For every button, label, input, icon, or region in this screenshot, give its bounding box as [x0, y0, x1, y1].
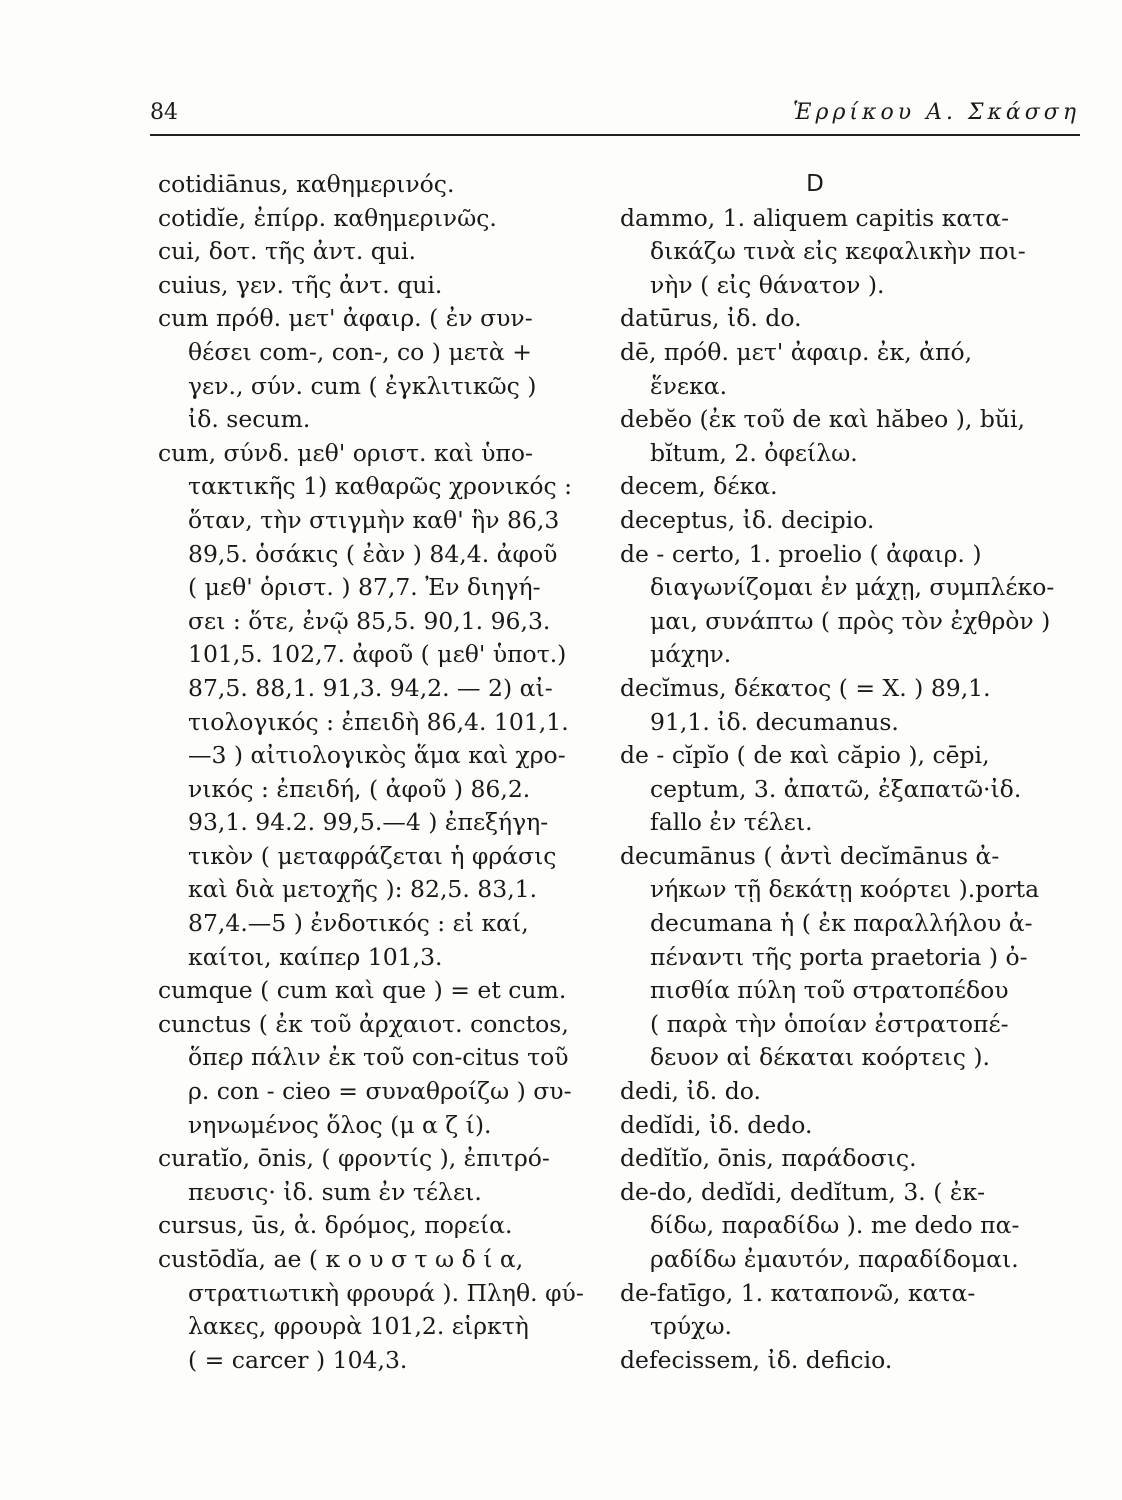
entry-continuation-line: διαγωνίζομαι ἐν μάχῃ, συμπλέκο-	[650, 573, 1055, 602]
entry-continuation-line: θέσει com-, con-, co ) μετὰ +	[188, 337, 532, 366]
entry-continuation-line: decumana ἡ ( ἐκ παραλλήλου ἀ-	[650, 909, 1033, 938]
entry-line: cotidĭe, ἐπίρρ. καθημερινῶς.	[158, 203, 497, 232]
entry-continuation-line: καὶ διὰ μετοχῆς ): 82,5. 83,1.	[188, 875, 538, 904]
right-column-entries	[620, 202, 1080, 1378]
entry-continuation-line: —3 ) αἰτιολογικὸς ἅμα καὶ χρο-	[188, 741, 566, 770]
entry-continuation-line: 87,5. 88,1. 91,3. 94,2. — 2) αἰ-	[188, 673, 553, 702]
entry-continuation-line: καίτοι, καίπερ 101,3.	[188, 942, 443, 971]
entry-line: dedĭdi, ἰδ. dedo.	[620, 1110, 813, 1139]
entry-continuation-line: ρ. con - cieo = συναθροίζω ) συ-	[188, 1077, 572, 1106]
entry-line: decumānus ( ἀντὶ decĭmānus ἀ-	[620, 841, 1000, 870]
entry-continuation-line: σει : ὅτε, ἐνῷ 85,5. 90,1. 96,3.	[188, 606, 551, 635]
entry-continuation-line: ἕνεκα.	[650, 371, 728, 400]
entry-continuation-line: ἰδ. secum.	[188, 405, 311, 434]
entry-continuation-line: νηνωμένος ὅλος (μ α ζ ί).	[188, 1110, 492, 1139]
header-rule	[150, 134, 1080, 136]
entry-continuation-line: δευον αἱ δέκαται κοόρτεις ).	[650, 1043, 990, 1072]
entry-line: cum, σύνδ. μεθ' οριστ. καὶ ὑπο-	[158, 438, 533, 467]
entry-continuation-line: πευσις· ἰδ. sum ἐν τέλει.	[188, 1177, 482, 1206]
entry-line: dammo, 1. aliquem capitis κατα-	[620, 203, 1010, 232]
entry-line: dedi, ἰδ. do.	[620, 1077, 761, 1106]
entry-continuation-line: ὅταν, τὴν στιγμὴν καθ' ἣν 86,3	[188, 505, 560, 534]
running-head: Ἑρρίκου Α. Σκάσση	[793, 100, 1080, 125]
entry-continuation-line: νὴν ( εἰς θάνατον ).	[650, 270, 885, 299]
entry-line: deceptus, ἰδ. decipio.	[620, 505, 875, 534]
entry-continuation-line: μάχην.	[650, 640, 732, 669]
entry-continuation-line: 91,1. ἰδ. decumanus.	[650, 707, 899, 736]
entry-line: dedĭtĭo, ōnis, παράδοσις.	[620, 1144, 917, 1173]
entry-line: debĕo (ἐκ τοῦ de καὶ hăbeo ), bŭi,	[620, 405, 1026, 434]
entry-continuation-line: 101,5. 102,7. ἀφοῦ ( μεθ' ὑποτ.)	[188, 640, 567, 669]
entry-line: cuius, γεν. τῆς ἀντ. qui.	[158, 270, 443, 299]
entry-continuation-line: ( παρὰ τὴν ὁποίαν ἐστρατοπέ-	[650, 1009, 1009, 1038]
entry-continuation-line: ceptum, 3. ἀπατῶ, ἐξαπατῶ·ἰδ.	[650, 774, 1022, 803]
entry-line: dē, πρόθ. μετ' ἀφαιρ. ἐκ, ἀπό,	[620, 337, 973, 366]
page-header	[150, 98, 1080, 132]
entry-continuation-line: γεν., σύν. cum ( ἐγκλιτικῶς )	[188, 371, 537, 400]
entry-continuation-line: νικός : ἐπειδή, ( ἀφοῦ ) 86,2.	[188, 774, 531, 803]
entry-continuation-line: πισθία πύλη τοῦ στρατοπέδου	[650, 976, 1009, 1005]
entry-line: curatĭo, ōnis, ( φροντίς ), ἐπιτρό-	[158, 1144, 550, 1173]
entry-line: cursus, ūs, ἀ. δρόμος, πορεία.	[158, 1211, 513, 1240]
entry-continuation-line: τικὸν ( μεταφράζεται ἡ φράσις	[188, 841, 557, 870]
entry-continuation-line: στρατιωτικὴ φρουρά ). Πληθ. φύ-	[188, 1278, 584, 1307]
entry-line: cotidiānus, καθημερινός.	[158, 170, 455, 198]
entry-continuation-line: bĭtum, 2. ὀφείλω.	[650, 438, 858, 467]
entry-line: cui, δοτ. τῆς ἀντ. qui.	[158, 237, 416, 266]
entry-line: cumque ( cum καὶ que ) = et cum.	[158, 976, 567, 1005]
entry-continuation-line: ( = carcer ) 104,3.	[188, 1345, 408, 1374]
entry-continuation-line: τρύχω.	[650, 1312, 732, 1341]
entry-continuation-line: νήκων τῇ δεκάτῃ κοόρτει ).porta	[650, 875, 1040, 904]
entry-continuation-line: δικάζω τινὰ εἰς κεφαλικὴν ποι-	[650, 237, 1026, 266]
entry-line: decĭmus, δέκατος ( = X. ) 89,1.	[620, 673, 991, 702]
entry-continuation-line: 89,5. ὁσάκις ( ἐὰν ) 84,4. ἀφοῦ	[188, 539, 558, 568]
entry-continuation-line: fallo ἐν τέλει.	[650, 808, 813, 837]
entry-line: cunctus ( ἐκ τοῦ ἀρχαιοτ. conctos,	[158, 1009, 569, 1038]
entry-continuation-line: μαι, συνάπτω ( πρὸς τὸν ἐχθρὸν )	[650, 606, 1051, 635]
entry-line: de-do, dedĭdi, dedĭtum, 3. ( ἐκ-	[620, 1177, 986, 1206]
entry-line: custōdĭa, ae ( κ ο υ σ τ ω δ ί α,	[158, 1245, 524, 1273]
entry-continuation-line: δίδω, παραδίδω ). me dedo πα-	[650, 1211, 1020, 1240]
entry-continuation-line: λακες, φρουρὰ 101,2. εἱρκτὴ	[188, 1312, 529, 1341]
entry-continuation-line: τιολογικός : ἐπειδὴ 86,4. 101,1.	[188, 707, 569, 736]
entry-continuation-line: ( μεθ' ὁριστ. ) 87,7. Ἐν διηγή-	[188, 573, 541, 602]
entry-continuation-line: πέναντι τῆς porta praetoria ) ὀ-	[650, 942, 1028, 971]
entry-line: cum πρόθ. μετ' ἀφαιρ. ( ἐν συν-	[158, 304, 533, 333]
left-column	[158, 168, 588, 1377]
right-column	[620, 168, 1080, 1377]
entry-line: de - cĭpĭo ( de καὶ căpio ), cēpi,	[620, 741, 990, 770]
entry-continuation-line: 93,1. 94.2. 99,5.—4 ) ἐπεξήγη-	[188, 808, 549, 837]
entry-line: datūrus, ἰδ. do.	[620, 304, 802, 333]
entry-line: decem, δέκα.	[620, 472, 778, 501]
entry-continuation-line: 87,4.—5 ) ἐνδοτικός : εἰ καί,	[188, 909, 529, 938]
entry-line: de-fatīgo, 1. καταπονῶ, κατα-	[620, 1278, 976, 1307]
entry-line: defecissem, ἰδ. deficio.	[620, 1345, 893, 1374]
entry-continuation-line: ραδίδω ἐμαυτόν, παραδίδομαι.	[650, 1245, 1019, 1273]
entry-continuation-line: ὅπερ πάλιν ἐκ τοῦ con-citus τοῦ	[188, 1043, 569, 1072]
entry-line: de - certo, 1. proelio ( ἀφαιρ. )	[620, 539, 982, 568]
entry-continuation-line: τακτικῆς 1) καθαρῶς χρονικός :	[188, 472, 573, 501]
page-number: 84	[150, 100, 178, 125]
section-letter: D	[806, 171, 824, 197]
